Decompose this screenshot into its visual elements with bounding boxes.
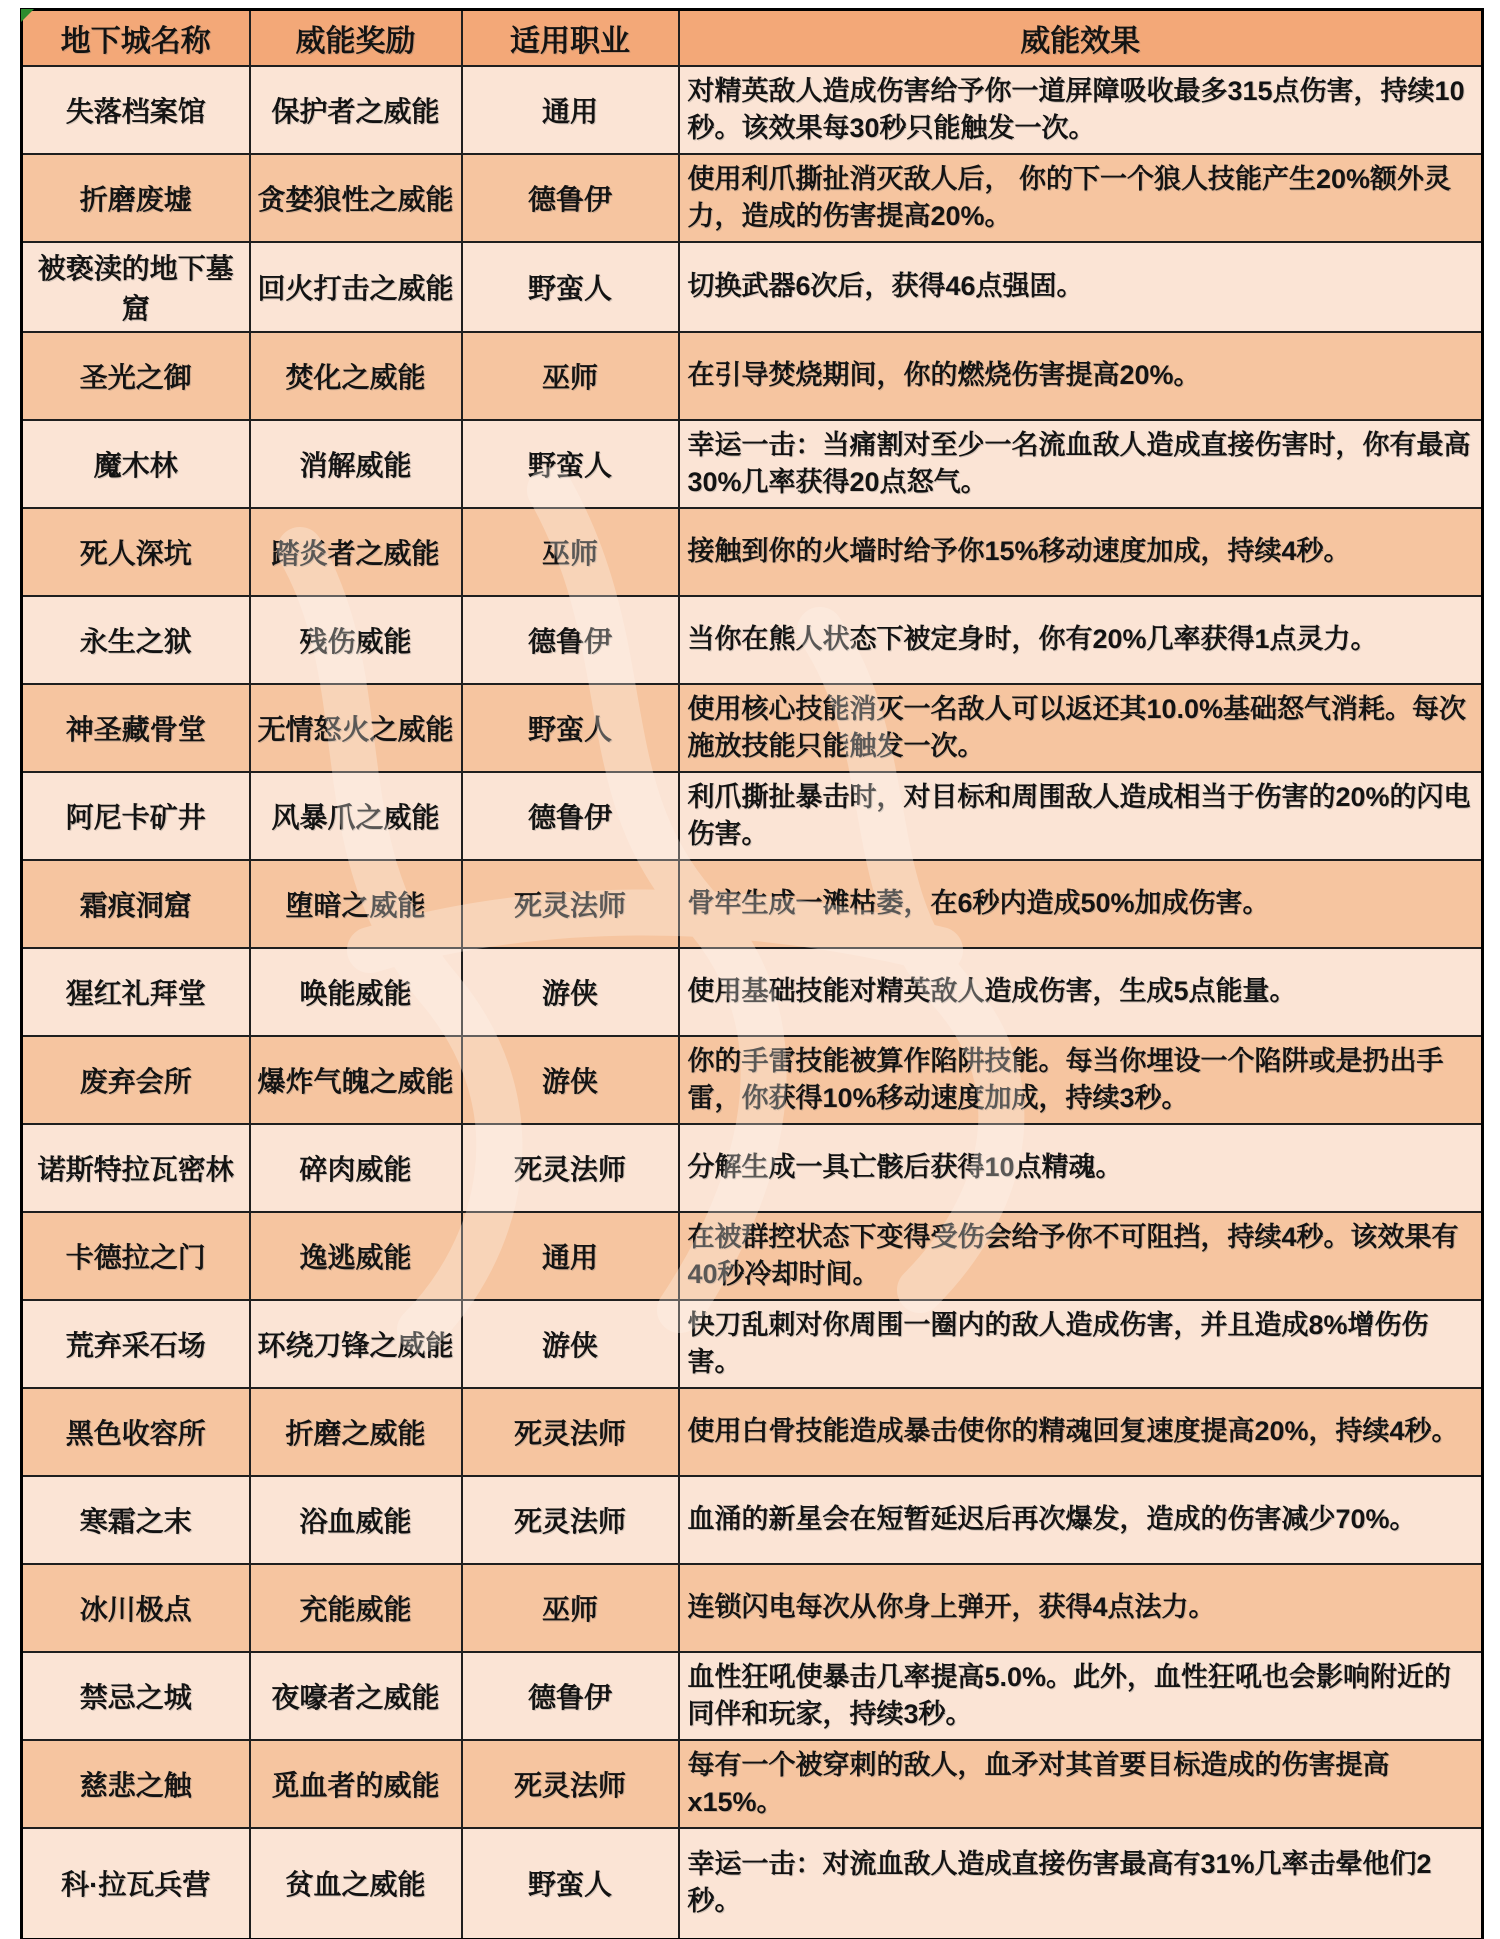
class-cell: 死灵法师 (462, 1124, 679, 1212)
table-row (22, 1212, 1483, 1300)
dungeon-name-cell: 卡德拉之门 (22, 1212, 250, 1300)
class-cell: 通用 (462, 1212, 679, 1300)
class-cell: 德鲁伊 (462, 1652, 679, 1740)
dungeon-name-cell: 寒霜之末 (22, 1476, 250, 1564)
dungeon-name-cell: 慈悲之触 (22, 1740, 250, 1828)
table-row (22, 772, 1483, 860)
dungeon-name-cell: 禁忌之城 (22, 1652, 250, 1740)
aspect-effect-cell: 使用核心技能消灭一名敌人可以返还其10.0%基础怒气消耗。每次施放技能只能触发一次。 (679, 684, 1483, 772)
dungeon-name-cell: 科·拉瓦兵营 (22, 1828, 250, 1939)
aspect-effect-cell: 切换武器6次后，获得46点强固。 (679, 242, 1483, 332)
header-class: 适用职业 (462, 10, 679, 66)
aspect-effect-cell: 血性狂吼使暴击几率提高5.0%。此外，血性狂吼也会影响附近的同伴和玩家，持续3秒。 (679, 1652, 1483, 1740)
aspect-effect-cell: 每有一个被穿刺的敌人，血矛对其首要目标造成的伤害提高x15%。 (679, 1740, 1483, 1828)
class-cell: 死灵法师 (462, 860, 679, 948)
aspect-effect-cell: 使用白骨技能造成暴击使你的精魂回复速度提高20%，持续4秒。 (679, 1388, 1483, 1476)
aspect-effect-cell: 幸运一击：对流血敌人造成直接伤害最高有31%几率击晕他们2秒。 (679, 1828, 1483, 1939)
class-cell: 死灵法师 (462, 1388, 679, 1476)
table-row (22, 1388, 1483, 1476)
class-cell: 死灵法师 (462, 1476, 679, 1564)
class-cell: 野蛮人 (462, 242, 679, 332)
class-cell: 游侠 (462, 948, 679, 1036)
class-cell: 巫师 (462, 508, 679, 596)
class-cell: 通用 (462, 66, 679, 154)
aspect-reward-cell: 回火打击之威能 (250, 242, 462, 332)
class-cell: 游侠 (462, 1036, 679, 1124)
aspect-reward-cell: 夜嚎者之威能 (250, 1652, 462, 1740)
aspect-effect-cell: 快刀乱刺对你周围一圈内的敌人造成伤害，并且造成8%增伤伤害。 (679, 1300, 1483, 1388)
aspect-effect-cell: 使用基础技能对精英敌人造成伤害，生成5点能量。 (679, 948, 1483, 1036)
class-cell: 野蛮人 (462, 684, 679, 772)
dungeon-name-cell: 圣光之御 (22, 332, 250, 420)
dungeon-name-cell: 冰川极点 (22, 1564, 250, 1652)
aspect-reward-cell: 碎肉威能 (250, 1124, 462, 1212)
class-cell: 野蛮人 (462, 420, 679, 508)
table-row (22, 242, 1483, 332)
table-row (22, 1300, 1483, 1388)
header-aspect-effect: 威能效果 (679, 10, 1483, 66)
table-row (22, 1740, 1483, 1828)
class-cell: 死灵法师 (462, 1740, 679, 1828)
aspect-reward-cell: 觅血者的威能 (250, 1740, 462, 1828)
dungeon-name-cell: 黑色收容所 (22, 1388, 250, 1476)
aspect-reward-cell: 焚化之威能 (250, 332, 462, 420)
table-row (22, 508, 1483, 596)
aspect-effect-cell: 在引导焚烧期间，你的燃烧伤害提高20%。 (679, 332, 1483, 420)
aspect-reward-cell: 消解威能 (250, 420, 462, 508)
header-dungeon-name: 地下城名称 (22, 10, 250, 66)
dungeon-name-cell: 霜痕洞窟 (22, 860, 250, 948)
aspect-reward-cell: 无情怒火之威能 (250, 684, 462, 772)
dungeon-name-cell: 荒弃采石场 (22, 1300, 250, 1388)
aspect-reward-cell: 贫血之威能 (250, 1828, 462, 1939)
aspect-reward-cell: 残伤威能 (250, 596, 462, 684)
header-row (22, 10, 1483, 66)
dungeon-name-cell: 折磨废墟 (22, 154, 250, 242)
dungeon-name-cell: 神圣藏骨堂 (22, 684, 250, 772)
class-cell: 野蛮人 (462, 1828, 679, 1939)
class-cell: 德鲁伊 (462, 596, 679, 684)
aspect-reward-cell: 贪婪狼性之威能 (250, 154, 462, 242)
header-aspect-reward: 威能奖励 (250, 10, 462, 66)
aspect-reward-cell: 充能威能 (250, 1564, 462, 1652)
dungeon-name-cell: 猩红礼拜堂 (22, 948, 250, 1036)
aspect-reward-cell: 风暴爪之威能 (250, 772, 462, 860)
aspect-reward-cell: 浴血威能 (250, 1476, 462, 1564)
aspect-reward-cell: 堕暗之威能 (250, 860, 462, 948)
table-row (22, 1828, 1483, 1939)
dungeon-name-cell: 废弃会所 (22, 1036, 250, 1124)
table-row (22, 332, 1483, 420)
aspect-effect-cell: 在被群控状态下变得受伤会给予你不可阻挡，持续4秒。该效果有40秒冷却时间。 (679, 1212, 1483, 1300)
table-row (22, 596, 1483, 684)
dungeon-aspect-table (20, 8, 1484, 1939)
table-row (22, 66, 1483, 154)
table-row (22, 1476, 1483, 1564)
aspect-effect-cell: 使用利爪撕扯消灭敌人后， 你的下一个狼人技能产生20%额外灵力，造成的伤害提高20%。 (679, 154, 1483, 242)
table-row (22, 948, 1483, 1036)
aspect-reward-cell: 折磨之威能 (250, 1388, 462, 1476)
class-cell: 德鲁伊 (462, 154, 679, 242)
aspect-effect-cell: 对精英敌人造成伤害给予你一道屏障吸收最多315点伤害，持续10秒。该效果每30秒只能触发一次。 (679, 66, 1483, 154)
dungeon-name-cell: 魔木林 (22, 420, 250, 508)
class-cell: 巫师 (462, 332, 679, 420)
dungeon-name-cell: 诺斯特拉瓦密林 (22, 1124, 250, 1212)
table-row (22, 684, 1483, 772)
aspect-effect-cell: 接触到你的火墙时给予你15%移动速度加成，持续4秒。 (679, 508, 1483, 596)
aspect-reward-cell: 保护者之威能 (250, 66, 462, 154)
aspect-reward-cell: 逸逃威能 (250, 1212, 462, 1300)
dungeon-name-cell: 死人深坑 (22, 508, 250, 596)
dungeon-name-cell: 失落档案馆 (22, 66, 250, 154)
table-row (22, 1652, 1483, 1740)
table-row (22, 154, 1483, 242)
aspect-effect-cell: 幸运一击：当痛割对至少一名流血敌人造成直接伤害时，你有最高30%几率获得20点怒气。 (679, 420, 1483, 508)
dungeon-name-cell: 永生之狱 (22, 596, 250, 684)
dungeon-name-cell: 阿尼卡矿井 (22, 772, 250, 860)
dungeon-name-cell: 被亵渎的地下墓窟 (22, 242, 250, 332)
aspect-effect-cell: 分解生成一具亡骸后获得10点精魂。 (679, 1124, 1483, 1212)
table-row (22, 860, 1483, 948)
table-row (22, 420, 1483, 508)
class-cell: 游侠 (462, 1300, 679, 1388)
aspect-effect-cell: 连锁闪电每次从你身上弹开，获得4点法力。 (679, 1564, 1483, 1652)
table-row (22, 1564, 1483, 1652)
class-cell: 德鲁伊 (462, 772, 679, 860)
aspect-reward-cell: 爆炸气魄之威能 (250, 1036, 462, 1124)
aspect-reward-cell: 环绕刀锋之威能 (250, 1300, 462, 1388)
aspect-effect-cell: 你的手雷技能被算作陷阱技能。每当你埋设一个陷阱或是扔出手雷，你获得10%移动速度加成，持续3秒。 (679, 1036, 1483, 1124)
class-cell: 巫师 (462, 1564, 679, 1652)
aspect-reward-cell: 唤能威能 (250, 948, 462, 1036)
aspect-reward-cell: 踏炎者之威能 (250, 508, 462, 596)
table-row (22, 1124, 1483, 1212)
aspect-effect-cell: 骨牢生成一滩枯萎，在6秒内造成50%加成伤害。 (679, 860, 1483, 948)
table-row (22, 1036, 1483, 1124)
aspect-effect-cell: 利爪撕扯暴击时，对目标和周围敌人造成相当于伤害的20%的闪电伤害。 (679, 772, 1483, 860)
aspect-effect-cell: 当你在熊人状态下被定身时，你有20%几率获得1点灵力。 (679, 596, 1483, 684)
aspect-effect-cell: 血涌的新星会在短暂延迟后再次爆发，造成的伤害减少70%。 (679, 1476, 1483, 1564)
